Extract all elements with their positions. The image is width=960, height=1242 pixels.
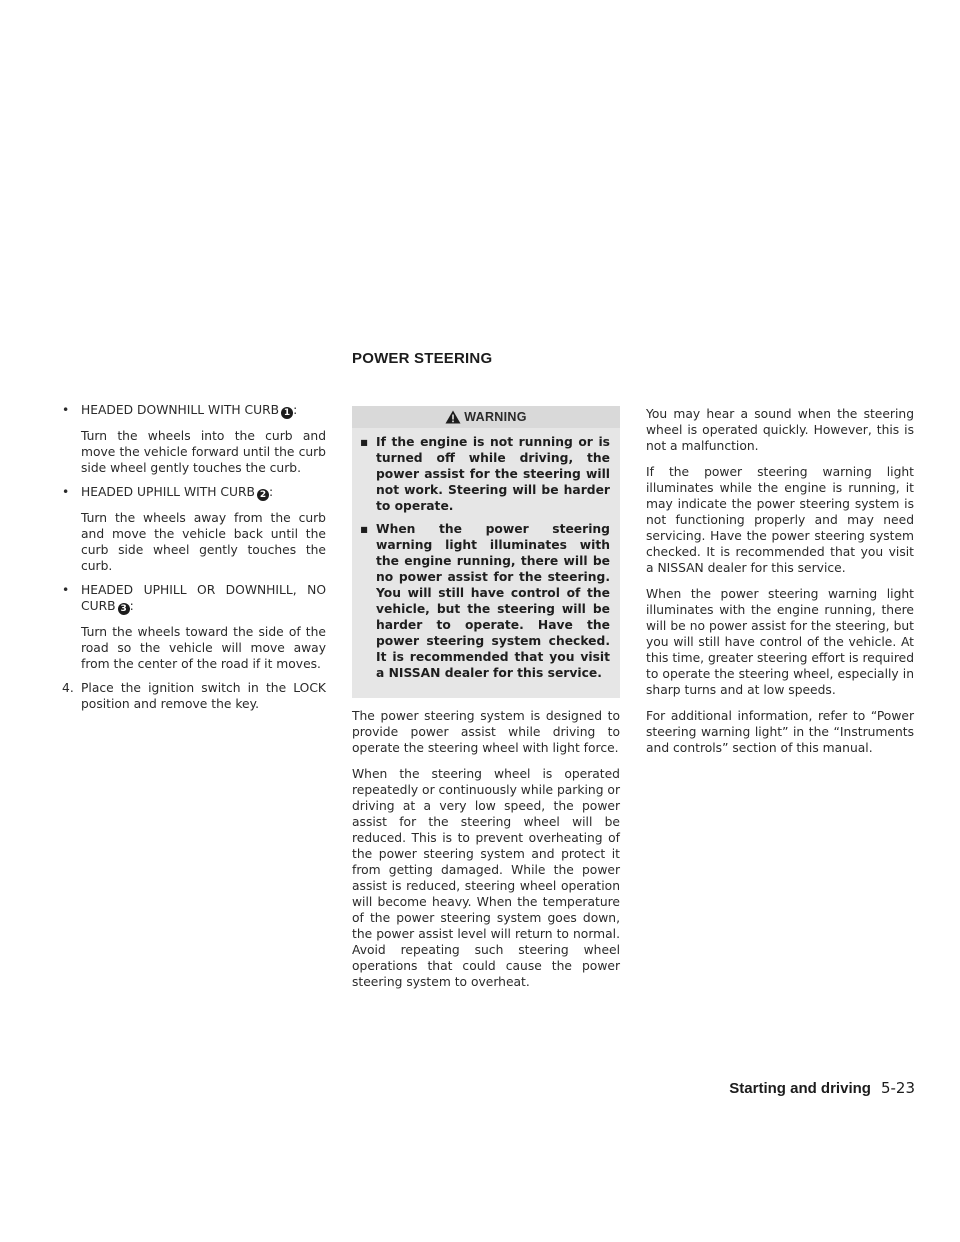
paragraph: When the steering wheel is operated repeatedly or continuously while parking or driving at a very low speed, the power assist for the steering wheel will be reduced. This is to prevent overheating of the power steering system and protect it from getting damaged. While the power assist is reduced, steering wheel operation will become heavy. When the temperature of the power steering system goes down, the power assist level will return to normal. Avoid repeating such steering wheel operations that could cause the power steering system to overheat.: [352, 767, 620, 989]
warning-box: [352, 406, 620, 698]
section-title: POWER STEERING: [352, 350, 493, 367]
column-right: [646, 406, 914, 766]
paragraph: You may hear a sound when the steering wheel is operated quickly. However, this is not a malfunction.: [646, 407, 914, 453]
warning-item: ▪ When the power steering warning light illuminates with the engine running, there will be no power assist for the steering. You will still have control of the vehicle, but the steering will be harder to operate. Have the power steering system checked. It is recommended that you visit a NISSAN dealer for this service.: [360, 522, 610, 680]
warning-list: [352, 428, 620, 681]
page-footer: [729, 1079, 915, 1097]
callout-number-icon: 1: [281, 407, 293, 419]
list-item: [62, 402, 326, 476]
chapter-title: Starting and driving: [729, 1080, 871, 1097]
callout-number-icon: 3: [118, 603, 130, 615]
item-heading: HEADED UPHILL WITH CURB 2 :: [81, 485, 274, 500]
step-text: Place the ignition switch in the LOCK position and remove the key.: [81, 681, 326, 711]
paragraph: When the power steering warning light illuminates with the engine running, there will be no power assist for the steering, but you will still have control of the vehicle. At this time, greater steering effort is required to operate the steering wheel, especially in sharp turns and at low speeds.: [646, 587, 914, 697]
item-heading: HEADED UPHILL OR DOWNHILL, NO CURB 3 :: [81, 583, 326, 614]
step-number: 4.: [62, 681, 74, 695]
column-middle: [352, 406, 620, 1000]
warning-item: ▪ If the engine is not running or is turned off while driving, the power assist for the steering will not work. Steering will be harder to operate.: [360, 435, 610, 513]
paragraph: For additional information, refer to “Power steering warning light” in the “Instruments and controls” section of this manual.: [646, 709, 914, 755]
bullet: •: [62, 485, 70, 499]
column-left: [62, 402, 326, 712]
item-heading: HEADED DOWNHILL WITH CURB 1 :: [81, 403, 298, 418]
paragraph: The power steering system is designed to provide power assist while driving to operate the steering wheel with light force.: [352, 709, 620, 755]
paragraph: If the power steering warning light illuminates while the engine is running, it may indicate the power steering system is not functioning properly and may need servicing. Have the power steering system checked. It is recommended that you visit a NISSAN dealer for this service.: [646, 465, 914, 575]
item-body: Turn the wheels into the curb and move the vehicle forward until the curb side wheel gently touches the curb.: [81, 429, 326, 475]
bullet: •: [62, 583, 70, 597]
item-body: Turn the wheels away from the curb and move the vehicle back until the curb side wheel gently touches the curb.: [81, 511, 326, 573]
warning-header: [352, 406, 620, 428]
bullet: •: [62, 403, 70, 417]
step-4: [62, 680, 326, 712]
callout-number-icon: 2: [257, 489, 269, 501]
list-item: [62, 484, 326, 574]
page-number: 5-23: [880, 1079, 915, 1097]
warning-title: WARNING: [464, 410, 527, 424]
warning-triangle-icon: [445, 410, 461, 424]
item-body: Turn the wheels toward the side of the road so the vehicle will move away from the center of the road if it moves.: [81, 625, 326, 671]
list-item: [62, 582, 326, 672]
